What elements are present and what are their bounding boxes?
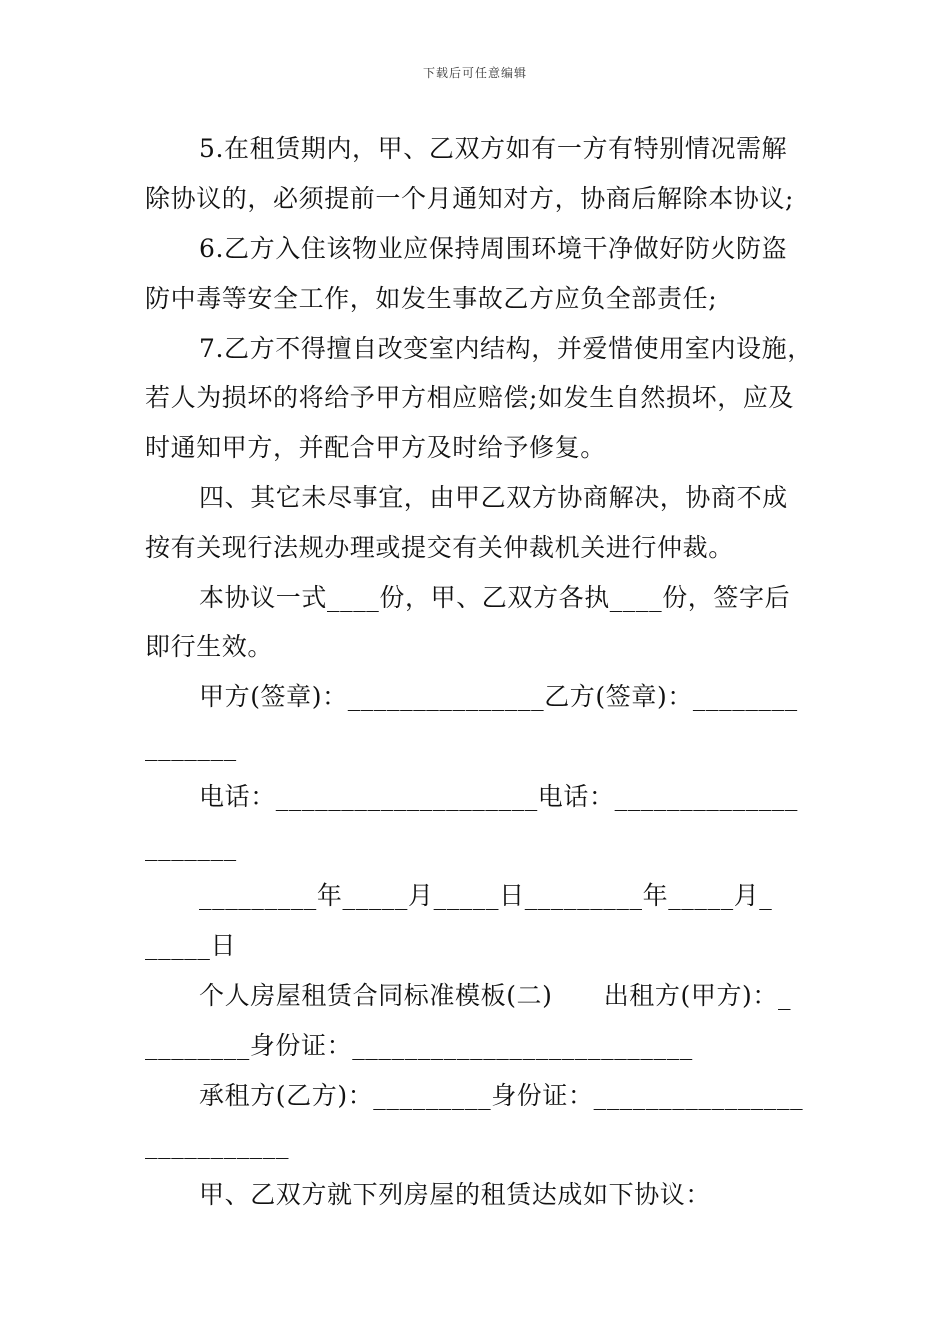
section-4-line-2: 按有关现行法规办理或提交有关仲裁机关进行仲裁。 xyxy=(145,533,734,562)
clause-6-line-2: 防中毒等安全工作，如发生事故乙方应负全部责任; xyxy=(145,284,718,313)
signature-line-continued: _______ xyxy=(145,732,237,761)
section-4-line-1: 四、其它未尽事宜，由甲乙双方协商解决，协商不成 xyxy=(199,483,788,512)
lessee-line: 承租方(乙方)：_________身份证：________________ xyxy=(199,1081,804,1110)
clause-7-line-2: 若人为损坏的将给予甲方相应赔偿;如发生自然损坏，应及 xyxy=(145,383,795,412)
clause-6-line-1: 6.乙方入住该物业应保持周围环境干净做好防火防盗 xyxy=(199,234,788,263)
copies-line-2: 即行生效。 xyxy=(145,632,274,661)
phone-line: 电话：____________________电话：______________ xyxy=(199,782,799,811)
clause-5-line-1: 5.在租赁期内，甲、乙双方如有一方有特别情况需解 xyxy=(199,134,788,163)
lessor-id-line: ________身份证：__________________________ xyxy=(145,1031,693,1060)
phone-line-continued: _______ xyxy=(145,832,237,861)
date-line: _________年_____月_____日_________年_____月_ xyxy=(199,881,773,910)
signature-line: 甲方(签章)：_______________乙方(签章)：________ xyxy=(199,682,798,711)
page-header: 下载后可任意编辑 xyxy=(422,66,527,80)
lessee-line-continued: ___________ xyxy=(145,1130,290,1159)
clause-7-line-3: 时通知甲方，并配合甲方及时给予修复。 xyxy=(145,433,606,462)
agreement-intro-line: 甲、乙双方就下列房屋的租赁达成如下协议： xyxy=(199,1180,712,1209)
clause-7-line-1: 7.乙方不得擅自改变室内结构，并爱惜使用室内设施， xyxy=(199,334,813,363)
date-line-continued: _____日 xyxy=(145,931,237,960)
clause-5-line-2: 除协议的，必须提前一个月通知对方，协商后解除本协议; xyxy=(145,184,795,213)
copies-line-1: 本协议一式____份，甲、乙双方各执____份，签字后 xyxy=(199,583,791,612)
template-two-title-line: 个人房屋租赁合同标准模板(二) 出租方(甲方)：_ xyxy=(199,981,792,1010)
